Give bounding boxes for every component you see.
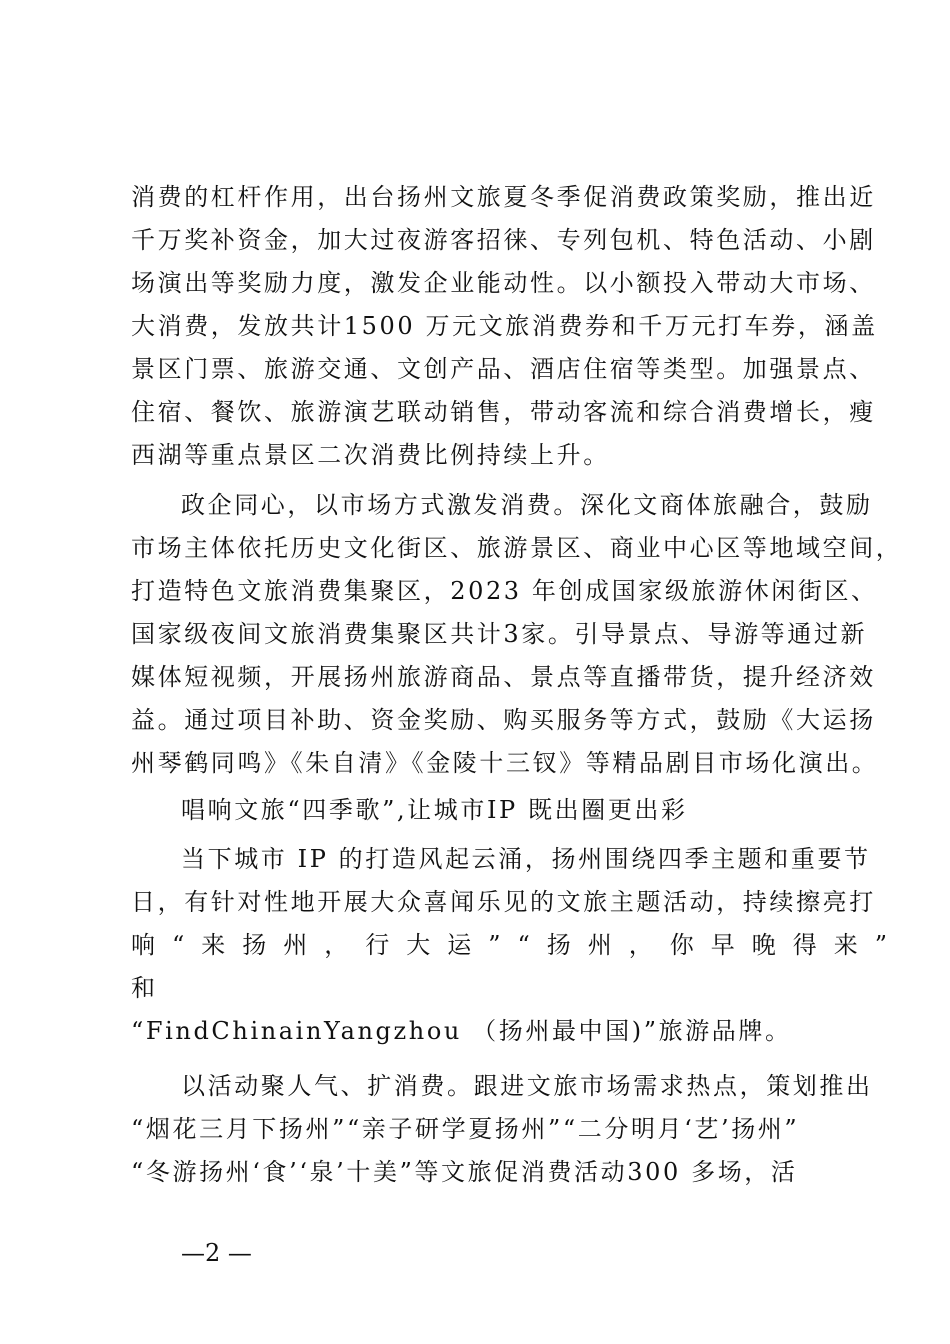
paragraph-line: “冬游扬州‘食’‘泉’十美”等文旅促消费活动300 多场，活: [131, 1158, 798, 1186]
paragraph-line: 场演出等奖励力度，激发企业能动性。以小额投入带动大市场、: [131, 269, 876, 297]
paragraph-line: 打造特色文旅消费集聚区，2023 年创成国家级旅游休闲街区、: [131, 577, 878, 605]
paragraph-line: 益。通过项目补助、资金奖励、购买服务等方式，鼓励《大运扬: [131, 706, 876, 734]
paragraph-line: 州琴鹤同鸣》《朱自清》《金陵十三钗》等精品剧目市场化演出。: [131, 749, 879, 777]
paragraph-line: 国家级夜间文旅消费集聚区共计3家。引导景点、导游等通过新: [131, 620, 868, 648]
paragraph-line: 景区门票、旅游交通、文创产品、酒店住宿等类型。加强景点、: [131, 355, 876, 383]
section-heading: 唱响文旅“四季歌”,让城市IP 既出圈更出彩: [181, 796, 688, 824]
paragraph-line: 以活动聚人气、扩消费。跟进文旅市场需求热点，策划推出: [181, 1072, 873, 1100]
paragraph-line: 市场主体依托历史文化街区、旅游景区、商业中心区等地域空间，: [131, 534, 903, 562]
paragraph-line: “烟花三月下扬州”“亲子研学夏扬州”“二分明月‘艺’扬州”: [131, 1115, 800, 1143]
paragraph-line: 当下城市 IP 的打造风起云涌，扬州围绕四季主题和重要节: [181, 845, 871, 873]
paragraph-line: 媒体短视频，开展扬州旅游商品、景点等直播带货，提升经济效: [131, 663, 876, 691]
paragraph-line: 政企同心，以市场方式激发消费。深化文商体旅融合，鼓励: [181, 491, 873, 519]
paragraph-line: 日，有针对性地开展大众喜闻乐见的文旅主题活动，持续擦亮打: [131, 888, 876, 916]
page-number: —2 —: [181, 1239, 252, 1267]
paragraph-line: 响“来扬州，行大运”“扬州，你早晚得来”: [131, 931, 905, 959]
paragraph-line: 西湖等重点景区二次消费比例持续上升。: [131, 441, 610, 469]
paragraph-line: 住宿、餐饮、旅游演艺联动销售，带动客流和综合消费增长，瘦: [131, 398, 876, 426]
paragraph-line: 千万奖补资金，加大过夜游客招徕、专列包机、特色活动、小剧: [131, 226, 876, 254]
paragraph-line: 和: [131, 974, 158, 1002]
paragraph-line: 大消费，发放共计1500 万元文旅消费券和千万元打车券，涵盖: [131, 312, 878, 340]
paragraph-line: “FindChinainYangzhou （扬州最中国)”旅游品牌。: [131, 1017, 792, 1045]
paragraph-line: 消费的杠杆作用，出台扬州文旅夏冬季促消费政策奖励，推出近: [131, 183, 876, 211]
